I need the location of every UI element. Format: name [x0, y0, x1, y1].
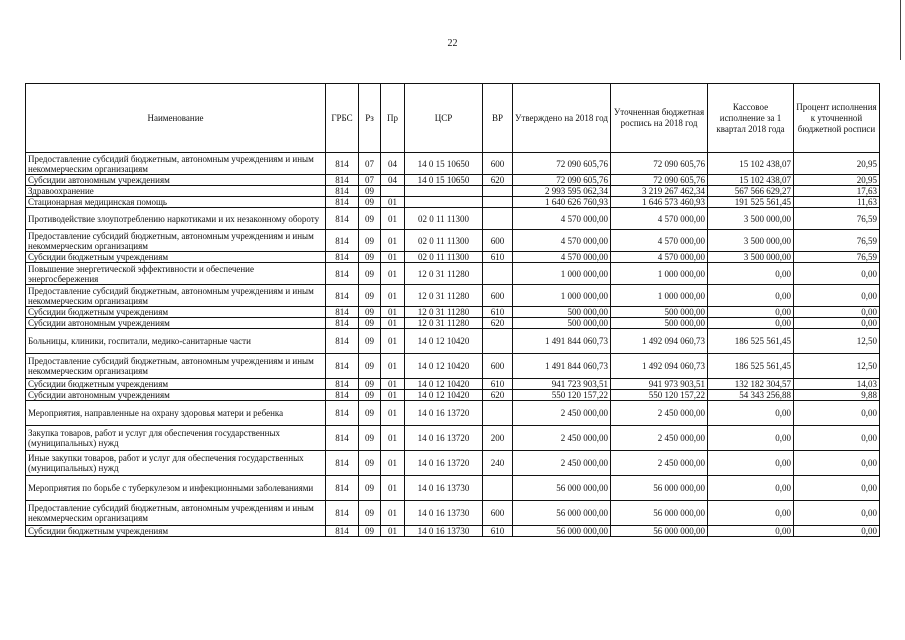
cell-approved: 2 450 000,00	[513, 451, 611, 476]
cell-csr: 12 0 31 11280	[405, 263, 483, 285]
cell-vr: 610	[483, 526, 513, 537]
cell-csr: 12 0 31 11280	[405, 318, 483, 329]
cell-csr: 14 0 12 10420	[405, 379, 483, 390]
table-row	[26, 307, 880, 318]
table-row	[26, 426, 880, 451]
cell-revised: 2 450 000,00	[611, 451, 708, 476]
cell-revised: 56 000 000,00	[611, 476, 708, 501]
cell-cash: 15 102 438,07	[708, 153, 794, 175]
cell-cash: 0,00	[708, 307, 794, 318]
cell-grbs: 814	[326, 354, 359, 379]
cell-revised: 4 570 000,00	[611, 208, 708, 230]
header-csr: ЦСР	[405, 84, 483, 153]
cell-percent: 17,63	[794, 186, 880, 197]
cell-rz: 09	[359, 476, 381, 501]
cell-name: Здравоохранение	[26, 186, 326, 197]
cell-rz: 09	[359, 230, 381, 252]
cell-name: Предоставление субсидий бюджетным, автономным учреждениям и иным некоммерческим организациям	[26, 354, 326, 379]
cell-name: Субсидии автономным учреждениям	[26, 175, 326, 186]
cell-csr	[405, 186, 483, 197]
table-row	[26, 230, 880, 252]
cell-vr: 600	[483, 354, 513, 379]
cell-grbs: 814	[326, 230, 359, 252]
cell-percent: 20,95	[794, 175, 880, 186]
cell-percent: 76,59	[794, 252, 880, 263]
cell-grbs: 814	[326, 526, 359, 537]
cell-grbs: 814	[326, 307, 359, 318]
cell-cash: 0,00	[708, 476, 794, 501]
cell-csr: 02 0 11 11300	[405, 230, 483, 252]
cell-rz: 09	[359, 186, 381, 197]
cell-approved: 941 723 903,51	[513, 379, 611, 390]
cell-cash: 0,00	[708, 263, 794, 285]
cell-cash: 0,00	[708, 501, 794, 526]
cell-name: Больницы, клиники, госпитали, медико-санитарные части	[26, 329, 326, 354]
cell-revised: 550 120 157,22	[611, 390, 708, 401]
cell-rz: 09	[359, 390, 381, 401]
cell-rz: 09	[359, 252, 381, 263]
cell-revised: 1 492 094 060,73	[611, 354, 708, 379]
cell-pr: 01	[381, 307, 405, 318]
cell-approved: 1 000 000,00	[513, 263, 611, 285]
table-row	[26, 501, 880, 526]
cell-vr	[483, 401, 513, 426]
cell-name: Иные закупки товаров, работ и услуг для обеспечения государственных (муниципальных) нужд	[26, 451, 326, 476]
cell-vr	[483, 263, 513, 285]
cell-grbs: 814	[326, 451, 359, 476]
cell-cash: 3 500 000,00	[708, 230, 794, 252]
cell-pr: 01	[381, 526, 405, 537]
cell-cash: 0,00	[708, 318, 794, 329]
cell-cash: 567 566 629,27	[708, 186, 794, 197]
cell-grbs: 814	[326, 501, 359, 526]
cell-cash: 0,00	[708, 526, 794, 537]
cell-grbs: 814	[326, 197, 359, 208]
cell-vr	[483, 208, 513, 230]
cell-cash: 54 343 256,88	[708, 390, 794, 401]
cell-vr: 600	[483, 230, 513, 252]
cell-grbs: 814	[326, 390, 359, 401]
cell-revised: 56 000 000,00	[611, 526, 708, 537]
cell-cash: 3 500 000,00	[708, 208, 794, 230]
cell-approved: 56 000 000,00	[513, 526, 611, 537]
cell-rz: 09	[359, 501, 381, 526]
table-body	[26, 153, 880, 537]
cell-percent: 0,00	[794, 501, 880, 526]
cell-revised: 4 570 000,00	[611, 230, 708, 252]
cell-grbs: 814	[326, 186, 359, 197]
cell-revised: 1 000 000,00	[611, 285, 708, 307]
cell-csr: 14 0 12 10420	[405, 354, 483, 379]
cell-revised: 72 090 605,76	[611, 153, 708, 175]
cell-name: Субсидии автономным учреждениям	[26, 390, 326, 401]
cell-pr: 01	[381, 197, 405, 208]
cell-rz: 09	[359, 263, 381, 285]
cell-grbs: 814	[326, 318, 359, 329]
cell-rz: 09	[359, 354, 381, 379]
cell-rz: 09	[359, 208, 381, 230]
cell-cash: 0,00	[708, 401, 794, 426]
cell-pr: 01	[381, 451, 405, 476]
cell-vr: 620	[483, 390, 513, 401]
header-percent: Процент исполнения к уточненной бюджетной росписи	[794, 84, 880, 153]
cell-percent: 0,00	[794, 426, 880, 451]
table-row	[26, 252, 880, 263]
table-row	[26, 208, 880, 230]
table-row	[26, 379, 880, 390]
cell-pr: 01	[381, 230, 405, 252]
cell-rz: 09	[359, 379, 381, 390]
table-row	[26, 354, 880, 379]
cell-name: Субсидии автономным учреждениям	[26, 318, 326, 329]
cell-csr: 02 0 11 11300	[405, 252, 483, 263]
cell-cash: 186 525 561,45	[708, 329, 794, 354]
table-row	[26, 186, 880, 197]
cell-csr: 14 0 16 13730	[405, 501, 483, 526]
cell-vr: 620	[483, 175, 513, 186]
table-row	[26, 526, 880, 537]
cell-vr	[483, 476, 513, 501]
cell-approved: 1 491 844 060,73	[513, 354, 611, 379]
cell-rz: 09	[359, 451, 381, 476]
cell-vr: 600	[483, 153, 513, 175]
cell-percent: 20,95	[794, 153, 880, 175]
cell-revised: 4 570 000,00	[611, 252, 708, 263]
cell-approved: 4 570 000,00	[513, 230, 611, 252]
cell-pr: 04	[381, 175, 405, 186]
cell-rz: 07	[359, 153, 381, 175]
cell-approved: 72 090 605,76	[513, 175, 611, 186]
cell-percent: 12,50	[794, 329, 880, 354]
cell-pr: 01	[381, 390, 405, 401]
cell-grbs: 814	[326, 153, 359, 175]
cell-csr: 02 0 11 11300	[405, 208, 483, 230]
cell-csr: 14 0 16 13730	[405, 476, 483, 501]
cell-vr	[483, 186, 513, 197]
cell-rz: 07	[359, 175, 381, 186]
cell-cash: 0,00	[708, 426, 794, 451]
cell-name: Предоставление субсидий бюджетным, автономным учреждениям и иным некоммерческим организациям	[26, 501, 326, 526]
cell-pr: 01	[381, 329, 405, 354]
cell-name: Предоставление субсидий бюджетным, автономным учреждениям и иным некоммерческим организациям	[26, 153, 326, 175]
table-row	[26, 390, 880, 401]
cell-grbs: 814	[326, 329, 359, 354]
cell-approved: 4 570 000,00	[513, 208, 611, 230]
cell-pr: 01	[381, 263, 405, 285]
cell-approved: 72 090 605,76	[513, 153, 611, 175]
header-approved: Утверждено на 2018 год	[513, 84, 611, 153]
cell-csr: 14 0 12 10420	[405, 329, 483, 354]
table-row	[26, 175, 880, 186]
cell-percent: 0,00	[794, 451, 880, 476]
table-header-row	[26, 84, 880, 153]
cell-vr: 600	[483, 501, 513, 526]
cell-name: Предоставление субсидий бюджетным, автономным учреждениям и иным некоммерческим организациям	[26, 285, 326, 307]
cell-csr: 12 0 31 11280	[405, 285, 483, 307]
cell-name: Субсидии бюджетным учреждениям	[26, 526, 326, 537]
cell-grbs: 814	[326, 263, 359, 285]
page-number: 22	[447, 38, 458, 49]
cell-pr: 01	[381, 208, 405, 230]
cell-revised: 1 492 094 060,73	[611, 329, 708, 354]
cell-vr: 610	[483, 252, 513, 263]
cell-approved: 500 000,00	[513, 318, 611, 329]
cell-percent: 0,00	[794, 526, 880, 537]
cell-cash: 0,00	[708, 451, 794, 476]
cell-csr: 14 0 16 13720	[405, 451, 483, 476]
cell-name: Повышение энергетической эффективности и обеспечение энергосбережения	[26, 263, 326, 285]
cell-approved: 1 640 626 760,93	[513, 197, 611, 208]
cell-csr	[405, 197, 483, 208]
cell-csr: 14 0 16 13720	[405, 401, 483, 426]
cell-approved: 2 450 000,00	[513, 401, 611, 426]
cell-name: Субсидии бюджетным учреждениям	[26, 379, 326, 390]
cell-pr: 01	[381, 379, 405, 390]
cell-csr: 14 0 15 10650	[405, 175, 483, 186]
cell-name: Субсидии бюджетным учреждениям	[26, 252, 326, 263]
cell-name: Мероприятия по борьбе с туберкулезом и инфекционными заболеваниями	[26, 476, 326, 501]
cell-pr: 01	[381, 401, 405, 426]
cell-csr: 14 0 12 10420	[405, 390, 483, 401]
table-row	[26, 401, 880, 426]
cell-pr: 01	[381, 354, 405, 379]
cell-rz: 09	[359, 401, 381, 426]
cell-pr	[381, 186, 405, 197]
cell-percent: 0,00	[794, 401, 880, 426]
cell-grbs: 814	[326, 175, 359, 186]
cell-percent: 9,88	[794, 390, 880, 401]
cell-revised: 3 219 267 462,34	[611, 186, 708, 197]
budget-table	[25, 83, 880, 537]
cell-cash: 132 182 304,57	[708, 379, 794, 390]
cell-cash: 0,00	[708, 285, 794, 307]
cell-rz: 09	[359, 526, 381, 537]
cell-grbs: 814	[326, 401, 359, 426]
header-grbs: ГРБС	[326, 84, 359, 153]
cell-rz: 09	[359, 307, 381, 318]
cell-grbs: 814	[326, 208, 359, 230]
table-row	[26, 263, 880, 285]
cell-percent: 76,59	[794, 208, 880, 230]
cell-name: Предоставление субсидий бюджетным, автономным учреждениям и иным некоммерческим организациям	[26, 230, 326, 252]
table-row	[26, 318, 880, 329]
cell-grbs: 814	[326, 426, 359, 451]
cell-pr: 01	[381, 318, 405, 329]
cell-percent: 0,00	[794, 318, 880, 329]
cell-vr: 610	[483, 307, 513, 318]
cell-grbs: 814	[326, 476, 359, 501]
cell-vr: 240	[483, 451, 513, 476]
cell-csr: 12 0 31 11280	[405, 307, 483, 318]
cell-revised: 1 000 000,00	[611, 263, 708, 285]
cell-vr	[483, 329, 513, 354]
cell-percent: 0,00	[794, 285, 880, 307]
header-vr: ВР	[483, 84, 513, 153]
cell-cash: 191 525 561,45	[708, 197, 794, 208]
cell-pr: 04	[381, 153, 405, 175]
header-name: Наименование	[26, 84, 326, 153]
cell-grbs: 814	[326, 252, 359, 263]
cell-rz: 09	[359, 318, 381, 329]
cell-vr: 600	[483, 285, 513, 307]
cell-percent: 0,00	[794, 263, 880, 285]
cell-approved: 500 000,00	[513, 307, 611, 318]
cell-name: Противодействие злоупотреблению наркотиками и их незаконному обороту	[26, 208, 326, 230]
cell-name: Стационарная медицинская помощь	[26, 197, 326, 208]
page-edge-mark	[900, 0, 901, 60]
cell-revised: 2 450 000,00	[611, 426, 708, 451]
cell-pr: 01	[381, 476, 405, 501]
cell-name: Мероприятия, направленные на охрану здоровья матери и ребенка	[26, 401, 326, 426]
header-rz: Рз	[359, 84, 381, 153]
table-row	[26, 197, 880, 208]
cell-csr: 14 0 16 13730	[405, 526, 483, 537]
cell-pr: 01	[381, 252, 405, 263]
table-row	[26, 451, 880, 476]
cell-pr: 01	[381, 501, 405, 526]
cell-csr: 14 0 16 13720	[405, 426, 483, 451]
cell-revised: 941 973 903,51	[611, 379, 708, 390]
cell-revised: 72 090 605,76	[611, 175, 708, 186]
cell-revised: 1 646 573 460,93	[611, 197, 708, 208]
table-row	[26, 329, 880, 354]
cell-pr: 01	[381, 426, 405, 451]
cell-cash: 3 500 000,00	[708, 252, 794, 263]
cell-revised: 2 450 000,00	[611, 401, 708, 426]
cell-vr	[483, 197, 513, 208]
cell-name: Субсидии бюджетным учреждениям	[26, 307, 326, 318]
cell-revised: 500 000,00	[611, 307, 708, 318]
cell-approved: 1 000 000,00	[513, 285, 611, 307]
cell-percent: 11,63	[794, 197, 880, 208]
cell-vr: 200	[483, 426, 513, 451]
cell-cash: 15 102 438,07	[708, 175, 794, 186]
cell-revised: 500 000,00	[611, 318, 708, 329]
cell-csr: 14 0 15 10650	[405, 153, 483, 175]
cell-percent: 14,03	[794, 379, 880, 390]
table-row	[26, 476, 880, 501]
cell-percent: 76,59	[794, 230, 880, 252]
cell-approved: 1 491 844 060,73	[513, 329, 611, 354]
cell-grbs: 814	[326, 285, 359, 307]
cell-rz: 09	[359, 329, 381, 354]
table-row	[26, 285, 880, 307]
cell-pr: 01	[381, 285, 405, 307]
cell-revised: 56 000 000,00	[611, 501, 708, 526]
cell-percent: 12,50	[794, 354, 880, 379]
cell-approved: 4 570 000,00	[513, 252, 611, 263]
cell-percent: 0,00	[794, 307, 880, 318]
cell-percent: 0,00	[794, 476, 880, 501]
header-revised: Уточненная бюджетная роспись на 2018 год	[611, 84, 708, 153]
cell-name: Закупка товаров, работ и услуг для обеспечения государственных (муниципальных) нужд	[26, 426, 326, 451]
header-pr: Пр	[381, 84, 405, 153]
cell-approved: 2 450 000,00	[513, 426, 611, 451]
cell-rz: 09	[359, 285, 381, 307]
cell-grbs: 814	[326, 379, 359, 390]
cell-approved: 550 120 157,22	[513, 390, 611, 401]
cell-rz: 09	[359, 426, 381, 451]
header-cash: Кассовое исполнение за 1 квартал 2018 года	[708, 84, 794, 153]
cell-vr: 610	[483, 379, 513, 390]
cell-vr: 620	[483, 318, 513, 329]
cell-approved: 56 000 000,00	[513, 476, 611, 501]
table-row	[26, 153, 880, 175]
cell-approved: 56 000 000,00	[513, 501, 611, 526]
cell-approved: 2 993 595 062,34	[513, 186, 611, 197]
cell-rz: 09	[359, 197, 381, 208]
cell-cash: 186 525 561,45	[708, 354, 794, 379]
